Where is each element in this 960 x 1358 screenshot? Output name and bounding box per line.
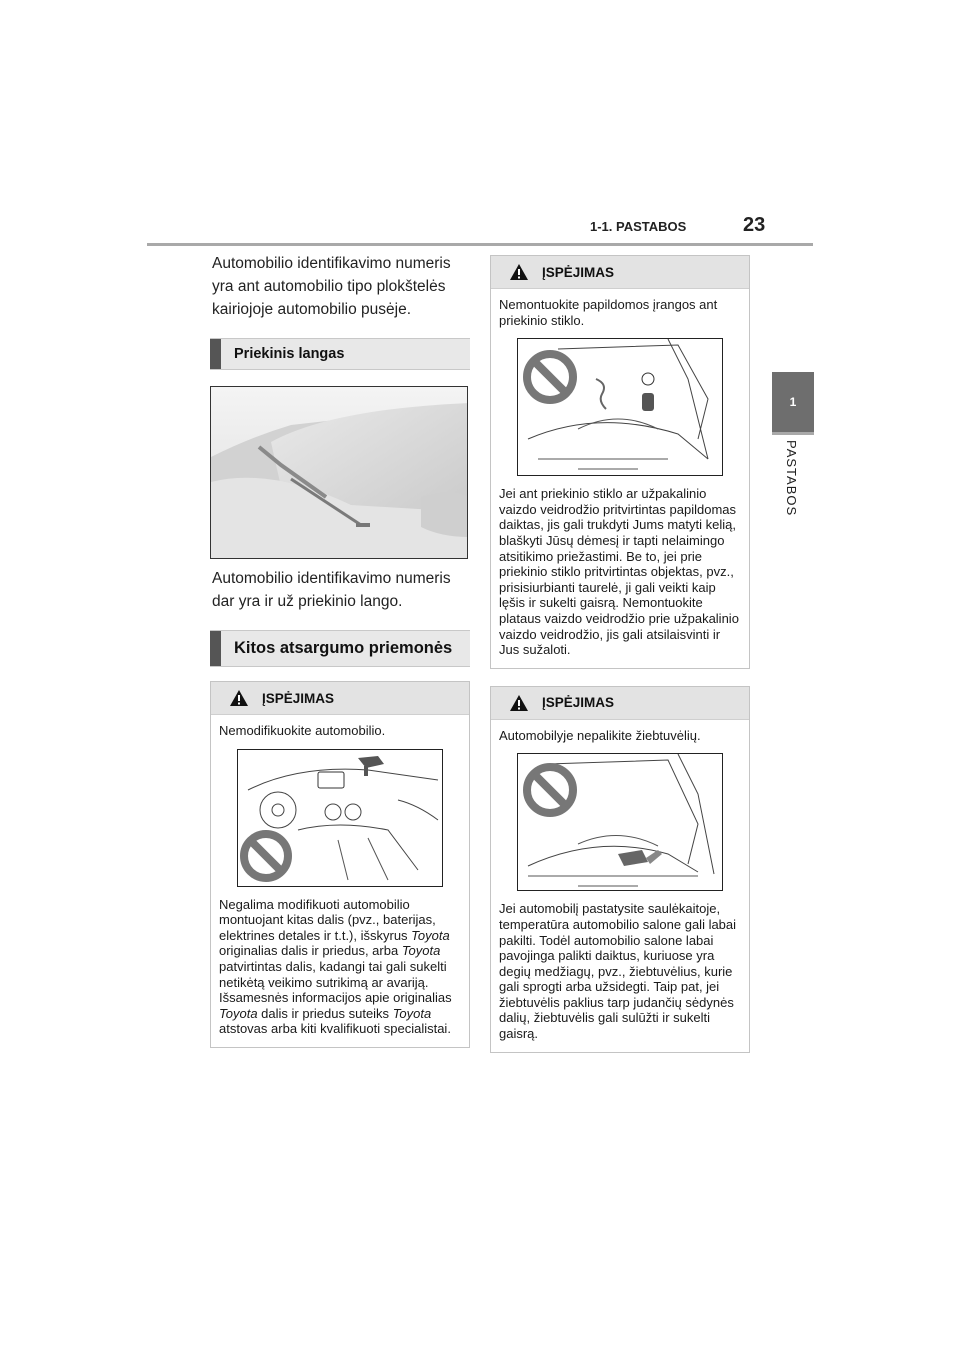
chapter-tab-divider [772,432,814,435]
warning-lead: Nemontuokite papildomos įrangos ant priekinio stiklo. [499,297,718,328]
warning-triangle-icon [229,689,249,707]
warning-title: ĮSPĖJIMAS [542,695,615,711]
left-column [210,252,470,1048]
heading-bar [210,631,221,666]
vin-intro-text: Automobilio identifikavimo numeris yra ant automobilio tipo plokštelės kairiojoje automobilio pusėje. [212,255,451,318]
precautions-heading [210,630,470,667]
page-number: 23 [743,214,766,236]
prohibition-icon [527,354,573,400]
windshield-heading [210,338,470,370]
lighter-illustration [517,753,723,891]
warning-paragraph: Jei automobilį pastatysite saulėkaitoje, temperatūra automobilio salone gali labai pakilti. Todėl automobilio salone labai pavojinga palikti daiktus, kuriuose yra degių medžiagų, pvz., žiebtuvėlius, kurie gali sprogti arba užsidegti. Taip pat, jei žiebtuvėlis paklius tarp judančių sėdynės dalių, žiebtuvėlis gali sulūžti ir sukelti gaisrą. [499,901,737,1042]
windshield-accessory-illustration [517,338,723,476]
warning-title: ĮSPĖJIMAS [262,690,335,706]
precautions-heading-text: Kitos atsargumo priemonės [234,639,453,657]
prohibition-icon [244,834,288,878]
windshield-photo [210,386,468,559]
lighter-drawing [518,754,723,891]
warning-triangle-icon [509,694,529,712]
warning-box-modify [210,681,470,1048]
dashboard-drawing [238,750,443,887]
warning-lead: Nemodifikuokite automobilio. [219,723,386,738]
warning-paragraph: Jei ant priekinio stiklo ar užpakalinio vaizdo veidrodžio pritvirtintas papildomas daiktas, jis gali trukdyti Jums matyti kelią, blaškyti Jūsų dėmesį ir tapti nelaimingo atsitikimo priežastimi. Be to, jei prie priekinio stiklo pritvirtintas objektas, pvz., prisisiurbianti taurelė, ji gali veikti kaip lęšis ir sukelti gaisrą. Nemontuokite plataus vaizdo veidrodžio prie užpakalinio vaizdo veidrodžio, jis gali atsilaisvinti ir Jus sužaloti. [499,486,739,658]
section-title: 1-1. PASTABOS [590,219,687,234]
windshield-text: Automobilio identifikavimo numeris dar yra ir už priekinio lango. [212,570,451,610]
warning-box-lighter [490,686,750,1053]
warning-header [211,682,469,715]
chapter-label: PASTABOS [784,440,799,517]
chapter-tab[interactable] [772,372,814,432]
windshield-illustration [211,387,468,559]
heading-bar [210,339,221,369]
warning-triangle-icon [509,263,529,281]
prohibition-icon [527,767,573,813]
right-column [490,255,750,1053]
dashboard-illustration [237,749,443,887]
warning-paragraph: Negalima modifikuoti automobilio montuojant kitas dalis (pvz., baterijas, elektrines detales ir t.t.), išskyrus Toyota originalias dalis ir priedus, arba Toyota patvirtintas dalis, kadangi tai gali sukelti netikėtą veikimo sutrikimą ar avariją. Išsamesnės informacijos apie originalias Toyota dalis ir priedus suteiks Toyota atstovas arba kiti kvalifikuoti specialistai. [219,896,452,1037]
windshield-heading-text: Priekinis langas [234,346,345,362]
warning-box-windshield [490,255,750,669]
warning-header [491,256,749,289]
header-divider [147,243,813,246]
windshield-accessory-drawing [518,339,723,476]
warning-title: ĮSPĖJIMAS [542,264,615,280]
warning-header [491,687,749,720]
chapter-number: 1 [789,395,797,409]
warning-lead: Automobilyje nepalikite žiebtuvėlių. [499,727,701,743]
